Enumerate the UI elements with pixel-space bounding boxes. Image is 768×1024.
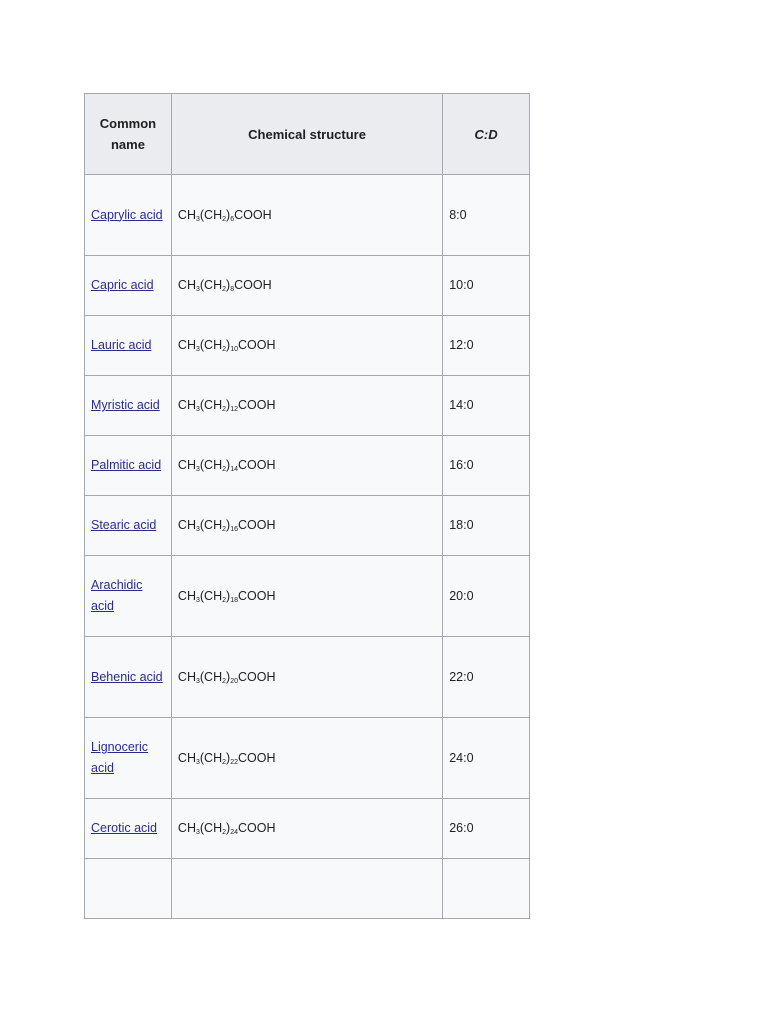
fatty-acids-table: [84, 93, 530, 919]
cell-empty: [85, 859, 172, 919]
formula: $CH_3(CH_2)_{14}COOH$: [177, 458, 276, 473]
cell-chemical-structure: [171, 637, 442, 718]
cell-cd: 22:0: [443, 637, 530, 718]
formula: $CH_3(CH_2)_8COOH$: [177, 278, 272, 293]
cell-empty: [443, 859, 530, 919]
cell-common-name: [85, 436, 172, 496]
table-row-empty: [85, 859, 530, 919]
cell-common-name: [85, 637, 172, 718]
cell-common-name: [85, 316, 172, 376]
cell-chemical-structure: [171, 256, 442, 316]
cell-cd: 10:0: [443, 256, 530, 316]
cell-cd: 14:0: [443, 376, 530, 436]
formula: $CH_3(CH_2)_{22}COOH$: [177, 750, 276, 766]
header-chemical-structure: Chemical structure: [171, 94, 442, 175]
acid-link[interactable]: Arachidic acid: [91, 578, 143, 613]
table-row: [85, 556, 530, 637]
acid-link[interactable]: Lauric acid: [91, 338, 152, 352]
cell-cd: 12:0: [443, 316, 530, 376]
table-row: [85, 799, 530, 859]
cell-common-name: [85, 718, 172, 799]
table-row: [85, 718, 530, 799]
header-cd: C:D: [443, 94, 530, 175]
formula: $CH_3(CH_2)_{10}COOH$: [177, 338, 276, 353]
cell-chemical-structure: [171, 175, 442, 256]
cell-chemical-structure: [171, 496, 442, 556]
table-row: [85, 316, 530, 376]
acid-link[interactable]: Caprylic acid: [91, 207, 163, 222]
acid-link[interactable]: Myristic acid: [91, 398, 160, 412]
formula: $CH_3(CH_2)_6COOH$: [177, 207, 272, 223]
table-row: [85, 175, 530, 256]
cell-common-name: [85, 175, 172, 256]
table-row: [85, 376, 530, 436]
cell-cd: 8:0: [443, 175, 530, 256]
acid-link[interactable]: Cerotic acid: [91, 821, 157, 835]
cell-chemical-structure: [171, 316, 442, 376]
table-row: [85, 496, 530, 556]
table-row: [85, 256, 530, 316]
table-header-row: [85, 94, 530, 175]
acid-link[interactable]: Palmitic acid: [91, 458, 162, 472]
cell-chemical-structure: [171, 718, 442, 799]
cell-chemical-structure: [171, 436, 442, 496]
cell-cd: 18:0: [443, 496, 530, 556]
formula: $CH_3(CH_2)_{24}COOH$: [177, 821, 276, 836]
cell-common-name: [85, 256, 172, 316]
cell-common-name: [85, 376, 172, 436]
header-common-name: Common name: [85, 94, 172, 175]
formula: $CH_3(CH_2)_{20}COOH$: [177, 669, 276, 685]
cell-chemical-structure: [171, 799, 442, 859]
cell-common-name: [85, 496, 172, 556]
acid-link[interactable]: Capric acid: [91, 278, 154, 292]
table-row: [85, 436, 530, 496]
cell-cd: 20:0: [443, 556, 530, 637]
formula: $CH_3(CH_2)_{16}COOH$: [177, 518, 276, 533]
acid-link[interactable]: Stearic acid: [91, 518, 157, 532]
cell-chemical-structure: [171, 556, 442, 637]
formula: $CH_3(CH_2)_{18}COOH$: [177, 588, 276, 604]
cell-cd: 16:0: [443, 436, 530, 496]
cell-cd: 24:0: [443, 718, 530, 799]
acid-link[interactable]: Lignoceric acid: [91, 740, 148, 775]
cell-cd: 26:0: [443, 799, 530, 859]
cell-empty: [171, 859, 442, 919]
cell-common-name: [85, 556, 172, 637]
acid-link[interactable]: Behenic acid: [91, 669, 163, 684]
cell-chemical-structure: [171, 376, 442, 436]
formula: $CH_3(CH_2)_{12}COOH$: [177, 398, 276, 413]
table-row: [85, 637, 530, 718]
cell-common-name: [85, 799, 172, 859]
